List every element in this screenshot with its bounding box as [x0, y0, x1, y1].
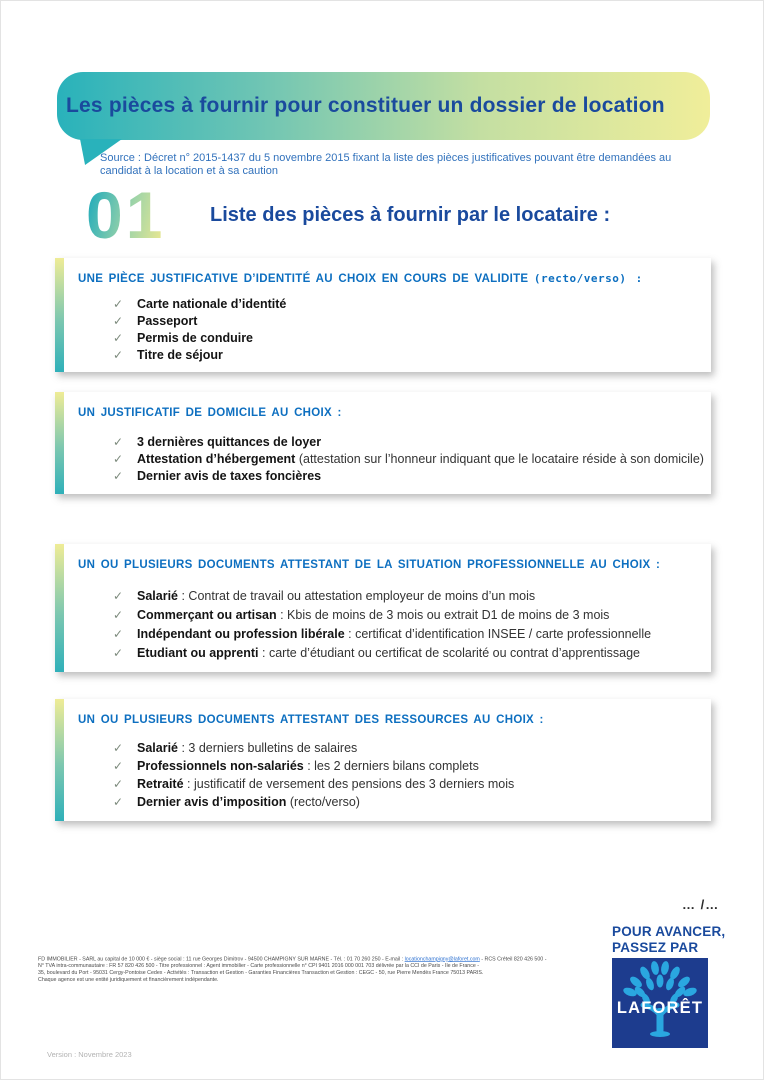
check-icon: ✓ [113, 608, 124, 622]
list-item [113, 313, 711, 330]
check-icon: ✓ [113, 435, 124, 449]
fine-print-line1 [38, 956, 592, 963]
item-bold-text: Attestation d’hébergement [137, 452, 296, 466]
tagline-line1: POUR AVANCER, [612, 924, 726, 939]
item-bold-text: Permis de conduire [137, 331, 254, 345]
item-rest-text: : 3 derniers bulletins de salaires [178, 741, 358, 755]
item-bold-text: Retraité [137, 777, 184, 791]
email-link[interactable]: locationchampigny@laforet.com [404, 956, 480, 962]
check-icon: ✓ [113, 741, 124, 755]
item-rest-text: : Contrat de travail ou attestation employeur de moins d’un mois [178, 589, 536, 603]
card-header-text: UN OU PLUSIEURS DOCUMENTS ATTESTANT DE LA SITUATION PROFESSIONNELLE AU CHOIX : [78, 559, 661, 571]
list-item [113, 330, 711, 347]
item-bold-text: Indépendant ou profession libérale [137, 627, 345, 641]
check-icon: ✓ [113, 348, 124, 362]
item-bold-text: Passeport [137, 314, 198, 328]
card-ressources-header [78, 713, 711, 726]
check-icon: ✓ [113, 452, 124, 466]
check-icon: ✓ [113, 331, 124, 345]
item-rest-text: (recto/verso) [286, 795, 360, 809]
list-item [113, 434, 711, 451]
card-accent-bar [55, 258, 64, 372]
list-item [113, 587, 711, 606]
card-identity-header [78, 272, 711, 285]
legal-fine-print [38, 956, 592, 983]
version-text: Version : Novembre 2023 [47, 1050, 132, 1059]
source-text: Source : Décret n° 2015-1437 du 5 novembre 2015 fixant la liste des pièces justificatives pouvant être demandées au candidat à la location et à sa caution [100, 152, 672, 177]
fine-print-line4: Chaque agence est une entité juridiquement et financièrement indépendante. [38, 976, 219, 983]
title-banner [57, 72, 710, 140]
item-rest-text: : carte d’étudiant ou certificat de scolarité ou contrat d’apprentissage [258, 646, 641, 660]
card-header-mono-text: (recto/verso) : [533, 272, 643, 285]
list-item [113, 451, 711, 468]
list-item [113, 644, 711, 663]
page-title: Les pièces à fournir pour constituer un dossier de location [66, 94, 665, 117]
card-domicile-header [78, 406, 711, 419]
card-situation-header [78, 558, 711, 571]
card-identity [55, 258, 711, 372]
tagline-line2: PASSEZ PAR [612, 939, 699, 955]
fine-print-text: - RCS Créteil 820 426 500 - [479, 956, 547, 962]
section-number: 01 [86, 178, 166, 252]
list-item [113, 347, 711, 364]
card-domicile [55, 392, 711, 494]
laforet-logo [612, 958, 708, 1048]
check-icon: ✓ [113, 795, 124, 809]
card-ressources [55, 699, 711, 821]
check-icon: ✓ [113, 777, 124, 791]
check-icon: ✓ [113, 627, 124, 641]
item-rest-text: : certificat d’identification INSEE / carte professionnelle [344, 627, 652, 641]
check-icon: ✓ [113, 759, 124, 773]
section-title: Liste des pièces à fournir par le locataire : [210, 204, 611, 226]
item-bold-text: Salarié [137, 741, 179, 755]
page-continuation-marker: … /… [682, 897, 720, 912]
item-bold-text: Professionnels non-salariés [137, 759, 304, 773]
domicile-list [113, 434, 711, 485]
item-bold-text: Dernier avis d’imposition [137, 795, 287, 809]
card-header-text: UN OU PLUSIEURS DOCUMENTS ATTESTANT DES RESSOURCES AU CHOIX : [78, 714, 544, 726]
fine-print-text: FD IMMOBILIER - SARL au capital de 10 000 € - siège social : 11 rue Georges Dimitrov - 94500 CHAMPIGNY SUR MARNE - Tél. : 01 70 260 250 - E-mail : [38, 956, 405, 962]
item-bold-text: Carte nationale d’identité [137, 297, 287, 311]
tree-icon [612, 958, 708, 1048]
list-item [113, 757, 711, 775]
check-icon: ✓ [113, 314, 124, 328]
check-icon: ✓ [113, 297, 124, 311]
item-rest-text: : justificatif de versement des pensions des 3 derniers mois [183, 777, 515, 791]
list-item [113, 739, 711, 757]
identity-list [113, 296, 711, 364]
card-accent-bar [55, 392, 64, 494]
item-rest-text: : Kbis de moins de 3 mois ou extrait D1 de moins de 3 mois [276, 608, 610, 622]
card-header-text: UN JUSTIFICATIF DE DOMICILE AU CHOIX : [78, 407, 342, 419]
card-accent-bar [55, 544, 64, 672]
logo-text: LAFORÊT [616, 999, 704, 1017]
list-item [113, 775, 711, 793]
situation-list [113, 587, 711, 663]
item-bold-text: Etudiant ou apprenti [137, 646, 259, 660]
card-situation-professionnelle [55, 544, 711, 672]
item-bold-text: 3 dernières quittances de loyer [137, 435, 322, 449]
card-accent-bar [55, 699, 64, 821]
card-header-text: UNE PIÈCE JUSTIFICATIVE D’IDENTITÉ AU CHOIX EN COURS DE VALIDITE [78, 273, 534, 285]
brand-tagline [612, 924, 725, 955]
list-item [113, 625, 711, 644]
check-icon: ✓ [113, 646, 124, 660]
check-icon: ✓ [113, 469, 124, 483]
list-item [113, 793, 711, 811]
list-item [113, 296, 711, 313]
item-bold-text: Titre de séjour [137, 348, 223, 362]
item-bold-text: Commerçant ou artisan [137, 608, 277, 622]
list-item [113, 606, 711, 625]
list-item [113, 468, 711, 485]
fine-print-line3: 35, boulevard du Port - 95031 Cergy-Pontoise Cedex - Activités : Transaction et Gestion - Garanties Financières Transaction et Gestion : CEGC - 50, rue Pierre Mendès France 75013 PARIS. [38, 969, 484, 976]
item-bold-text: Dernier avis de taxes foncières [137, 469, 322, 483]
item-bold-text: Salarié [137, 589, 179, 603]
fine-print-line2: N° TVA intra-communautaire : FR 57 820 426 500 - Titre professionnel : Agent immobilier - Carte professionnelle n° CPI 9401 2016 000 001 703 délivrée par la CCI de Paris - Ile de France - [38, 962, 480, 969]
item-rest-text: (attestation sur l’honneur indiquant que le locataire réside à son domicile) [295, 452, 704, 466]
ressources-list [113, 739, 711, 811]
item-rest-text: : les 2 derniers bilans complets [303, 759, 479, 773]
check-icon: ✓ [113, 589, 124, 603]
